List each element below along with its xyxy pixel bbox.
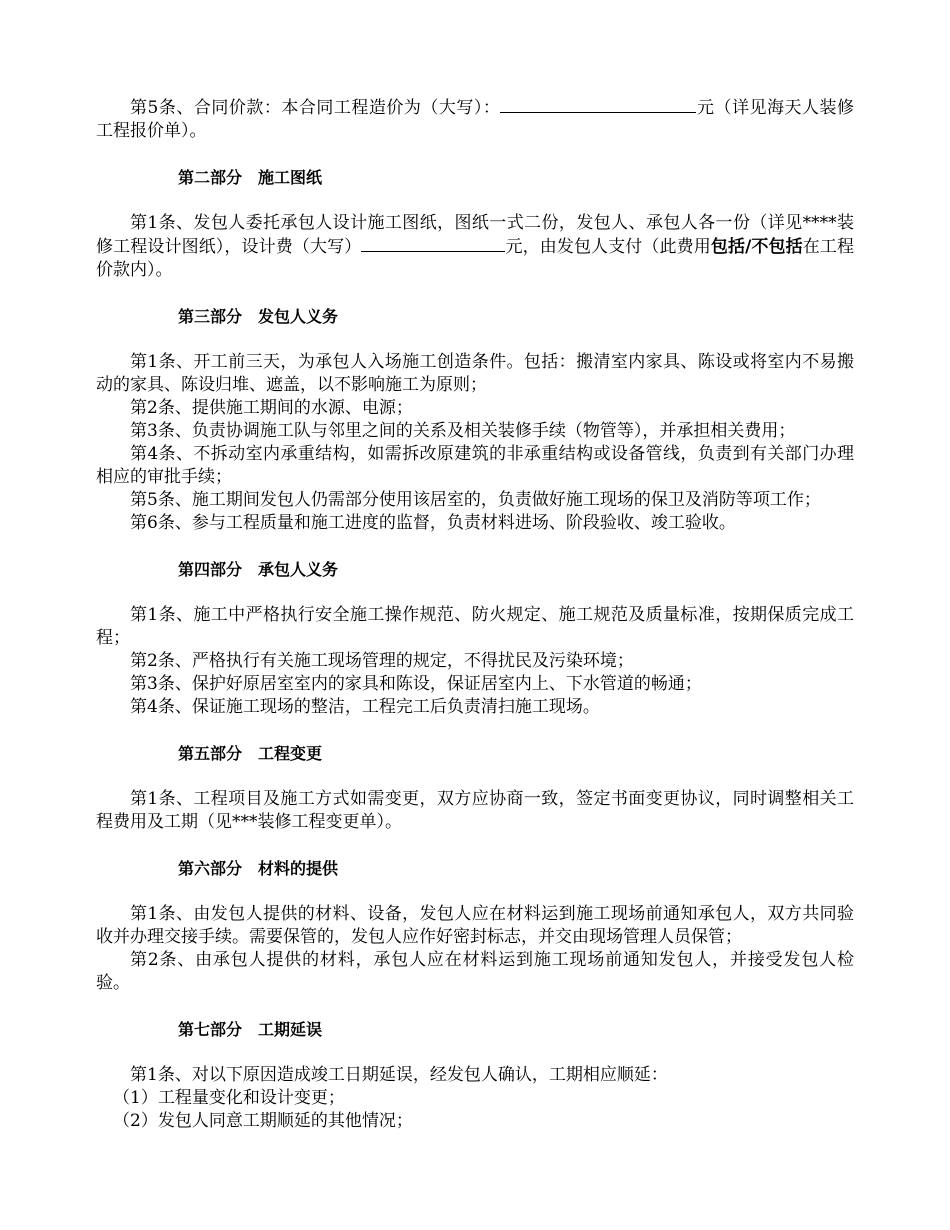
section3-article3: 第3条、负责协调施工队与邻里之间的关系及相关装修手续（物管等），并承担相关费用；	[130, 421, 796, 441]
section3-heading: 第三部分 发包人义务	[178, 307, 339, 326]
section5-article1: 第1条、工程项目及施工方式如需变更，双方应协商一致，签定书面变更协议，同时调整相关工程费用及工期（见***装修工程变更单）。	[96, 789, 854, 832]
article5-text-a: 第5条、合同价款：本合同工程造价为（大写）：	[130, 98, 501, 118]
section3-article5: 第5条、施工期间发包人仍需部分使用该居室的，负责做好施工现场的保卫及消防等项工作；	[130, 490, 821, 510]
section4-article1: 第1条、施工中严格执行安全施工操作规范、防火规定、施工规范及质量标准，按期保质完成工程；	[96, 605, 854, 648]
section7-item2: （2）发包人同意工期顺延的其他情况；	[113, 1111, 413, 1131]
section4-article3: 第3条、保护好原居室室内的家具和陈设，保证居室内上、下水管道的畅通；	[130, 674, 702, 694]
section7-article1: 第1条、对以下原因造成竣工日期延误，经发包人确认，工期相应顺延：	[130, 1065, 668, 1085]
section2-article1-text-c: 在工程价款内）。	[96, 237, 855, 280]
include-exclude-option: 包括/不包括	[710, 237, 803, 257]
section2-article1-text-b: 元，由发包人支付（此费用	[505, 237, 711, 257]
article5-text-b: 元（详见海天人装修工程报价单）。	[96, 98, 854, 141]
section4-article4: 第4条、保证施工现场的整洁，工程完工后负责清扫施工现场。	[130, 697, 600, 717]
section4-article2: 第2条、严格执行有关施工现场管理的规定，不得扰民及污染环境；	[130, 651, 634, 671]
section3-article4: 第4条、不拆动室内承重结构，如需拆改原建筑的非承重结构或设备管线，负责到有关部门办理相应的审批手续；	[96, 444, 854, 487]
section5-heading: 第五部分 工程变更	[178, 744, 323, 763]
section3-article6: 第6条、参与工程质量和施工进度的监督，负责材料进场、阶段验收、竣工验收。	[130, 513, 736, 533]
section4-heading: 第四部分 承包人义务	[178, 560, 339, 579]
section2-article1-text-a: 第1条、发包人委托承包人设计施工图纸，图纸一式二份，发包人、承包人各一份（详见****装修工程设计图纸），设计费（大写）	[96, 213, 854, 257]
design-fee-blank	[361, 235, 505, 252]
section2-heading: 第二部分 施工图纸	[178, 168, 323, 187]
contract-price-blank	[500, 96, 696, 113]
section1-article5	[96, 96, 854, 143]
section6-heading: 第六部分 材料的提供	[178, 859, 339, 878]
section2-article1	[96, 212, 854, 282]
section7-heading: 第七部分 工期延误	[178, 1020, 323, 1039]
section7-item1: （1）工程量变化和设计变更；	[113, 1088, 345, 1108]
section3-article2: 第2条、提供施工期间的水源、电源；	[130, 398, 413, 418]
section6-article1: 第1条、由发包人提供的材料、设备，发包人应在材料运到施工现场前通知承包人，双方共同验收并办理交接手续。需要保管的，发包人应作好密封标志，并交由现场管理人员保管；	[96, 904, 854, 947]
section6-article2: 第2条、由承包人提供的材料，承包人应在材料运到施工现场前通知发包人，并接受发包人检验。	[96, 950, 854, 993]
section3-article1: 第1条、开工前三天，为承包人入场施工创造条件。包括：搬清室内家具、陈设或将室内不易搬动的家具、陈设归堆、遮盖，以不影响施工为原则；	[96, 352, 854, 395]
